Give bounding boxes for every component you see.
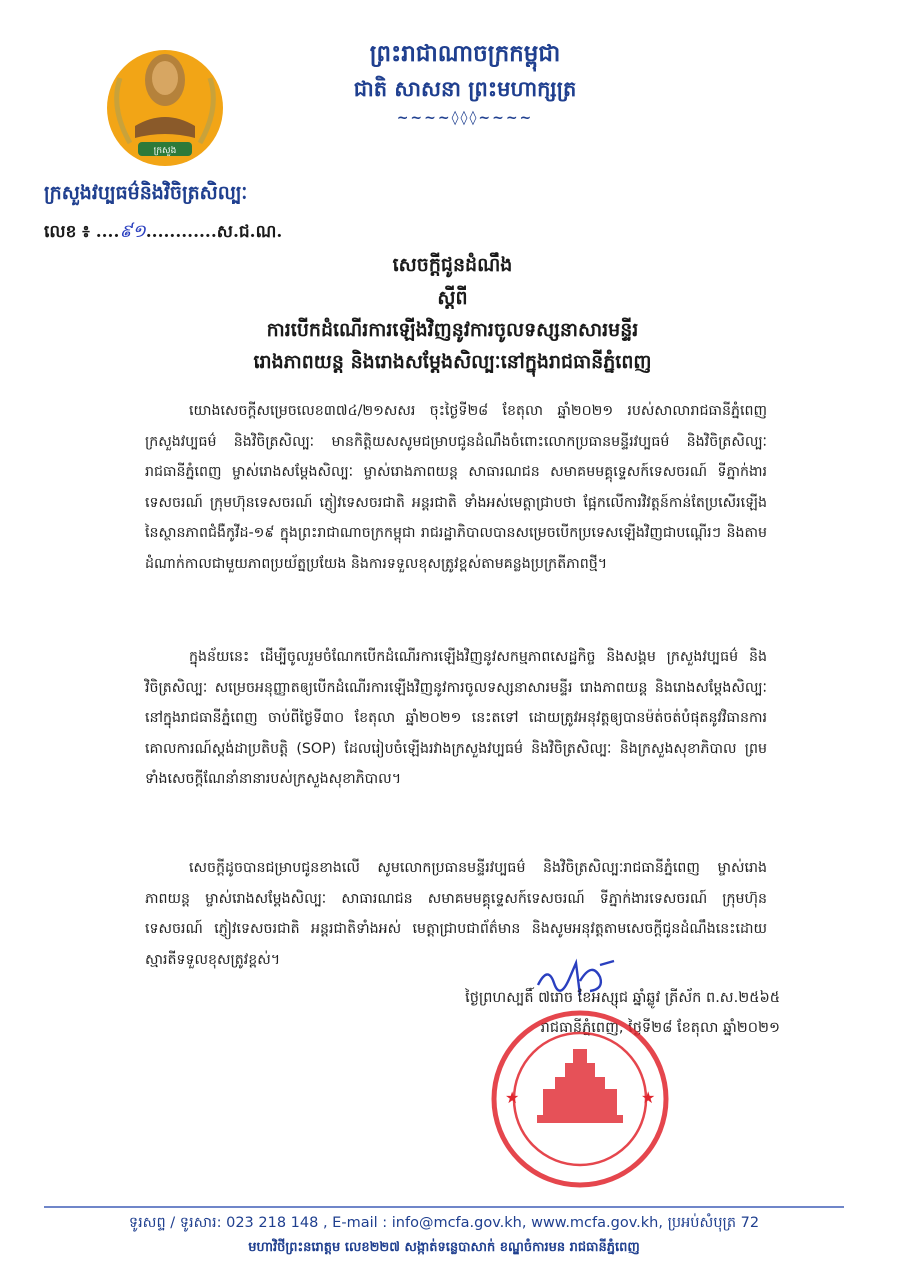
paragraph-3: សេចក្តីដូចបានជម្រាបជូនខាងលើ សូមលោកប្រធានមន្ទីរវប្បធម៌ និងវិចិត្រសិល្បៈរាជធានីភ្នំពេញ ម្ចាស់រោងភាពយន្ត ម្ចាស់រោងសម្តែងសិល្បៈ សាធារណជន សមាគមមគ្គុទ្ទេសក៍ទេសចរណ៍ ទីភ្នាក់ងារទេសចរណ៍ ក្រុមហ៊ុនទេសចរណ៍ ភ្ញៀវទេសចរជាតិ អន្តរជាតិទាំងអស់ មេត្តាជ្រាបជាព័ត៌មាន និងសូមអនុវត្តតាមសេចក្តីជូនដំណឹងនេះដោយស្មារតីទទួលខុសត្រូវខ្ពស់។ — [145, 860, 767, 968]
notice-subject-line2: រោងភាពយន្ត និងរោងសម្តែងសិល្បៈនៅក្នុងរាជធានីភ្នំពេញ — [253, 351, 652, 373]
footer-contact: ទូរសព្ទ / ទូរសារ: 023 218 148 , E-mail : info@mcfa.gov.kh, www.mcfa.gov.kh, ប្រអប់សំបុត្រ 72 — [128, 1215, 760, 1231]
footer-address: មហាវិថីព្រះនរោត្តម លេខ២២៧ សង្កាត់ទន្លេបាសាក់ ខណ្ឌចំការមន រាជធានីភ្នំពេញ — [248, 1240, 640, 1255]
ministry-name: ក្រសួងវប្បធម៌និងវិចិត្រសិល្បៈ — [44, 182, 248, 204]
ministry-logo — [100, 38, 230, 178]
ref-label: លេខ ៖ — [44, 222, 90, 242]
ref-suffix: ស.ជ.ណ. — [216, 222, 283, 242]
solar-date: រាជធានីភ្នំពេញ, ថ្ងៃទី២៨ ខែតុលា ឆ្នាំ២០២១ — [540, 1020, 780, 1036]
ref-dots-left: .... — [95, 222, 120, 242]
notice-about: ស្តីពី — [437, 287, 468, 309]
ref-number-value: ៩១ — [119, 221, 146, 242]
footer-divider — [44, 1206, 844, 1208]
paragraph-2: ក្នុងន័យនេះ ដើម្បីចូលរួមចំណែកបើកដំណើរការឡើងវិញនូវសកម្មភាពសេដ្ឋកិច្ច និងសង្គម ក្រសួងវប្បធម៌ និងវិចិត្រសិល្បៈ សម្រេចអនុញ្ញាតឲ្យបើកដំណើរការឡើងវិញនូវការចូលទស្សនាសារមន្ទីរ រោងភាពយន្ត និងរោងសម្តែងសិល្បៈ នៅក្នុងរាជធានីភ្នំពេញ ចាប់ពីថ្ងៃទី៣០ ខែតុលា ឆ្នាំ២០២១ នេះតទៅ ដោយត្រូវអនុវត្តឲ្យបានម៉ត់ចត់បំផុតនូវវិធានការគោលការណ៍ស្តង់ដាប្រតិបត្តិ (SOP) ដែលរៀបចំឡើងរវាងក្រសួងវប្បធម៌ និងវិចិត្រសិល្បៈ និងក្រសួងសុខាភិបាល ព្រមទាំងសេចក្តីណែនាំនានារបស់ក្រសួងសុខាភិបាល។ — [145, 649, 767, 788]
lunar-date: ថ្ងៃព្រហស្បតិ៍ ៧រោច ខែអស្សុជ ឆ្នាំឆ្លូវ ត្រីស័ក ព.ស.២៥៦៥ — [465, 990, 780, 1006]
header-ornament: ~~~~◊◊◊~~~~ — [396, 110, 534, 126]
reference-number — [44, 219, 282, 246]
official-seal — [485, 1007, 675, 1192]
svg-text:★: ★ — [505, 1088, 520, 1107]
kingdom-name: ព្រះរាជាណាចក្រកម្ពុជា — [369, 40, 561, 67]
national-motto: ជាតិ សាសនា ព្រះមហាក្សត្រ — [353, 76, 577, 101]
svg-text:★: ★ — [641, 1088, 656, 1107]
kingdom-header — [320, 36, 610, 126]
notice-title: សេចក្តីជូនដំណឹង — [392, 254, 513, 276]
logo-banner-text: ក្រសួង — [153, 146, 177, 156]
ref-dots: ............ — [145, 222, 217, 242]
paragraph-1: យោងសេចក្តីសម្រេចលេខ៣៧៤/២១សសរ ចុះថ្ងៃទី២៨ ខែតុលា ឆ្នាំ២០២១ របស់សាលារាជធានីភ្នំពេញ ក្រសួងវប្បធម៌ និងវិចិត្រសិល្បៈ មានកិត្តិយសសូមជម្រាបជូនដំណឹងចំពោះលោកប្រធានមន្ទីរវប្បធម៌ និងវិចិត្រសិល្បៈរាជធានីភ្នំពេញ ម្ចាស់រោងសម្តែងសិល្បៈ ម្ចាស់រោងភាពយន្ត សាធារណជន សមាគមមគ្គុទ្ទេសក៍ទេសចរណ៍ ទីភ្នាក់ងារទេសចរណ៍ ក្រុមហ៊ុនទេសចរណ៍ ភ្ញៀវទេសចរជាតិ អន្តរជាតិ ទាំងអស់មេត្តាជ្រាបថា ផ្អែកលើការវិវត្តន៍កាន់តែប្រសើរឡើងនៃស្ថានភាពជំងឺកូវីដ-១៩ ក្នុងព្រះរាជាណាចក្រកម្ពុជា រាជរដ្ឋាភិបាលបានសម្រេចបើកប្រទេសឡើងវិញជាបណ្តើរៗ និងតាមដំណាក់កាលជាមួយភាពប្រយ័ត្នប្រយែង និងការទទួលខុសត្រូវខ្ពស់តាមគន្លងប្រក្រតីភាពថ្មី។ — [145, 403, 767, 572]
notice-subject-line1: ការបើកដំណើរការឡើងវិញនូវការចូលទស្សនាសារមន្ទីរ — [266, 319, 639, 341]
